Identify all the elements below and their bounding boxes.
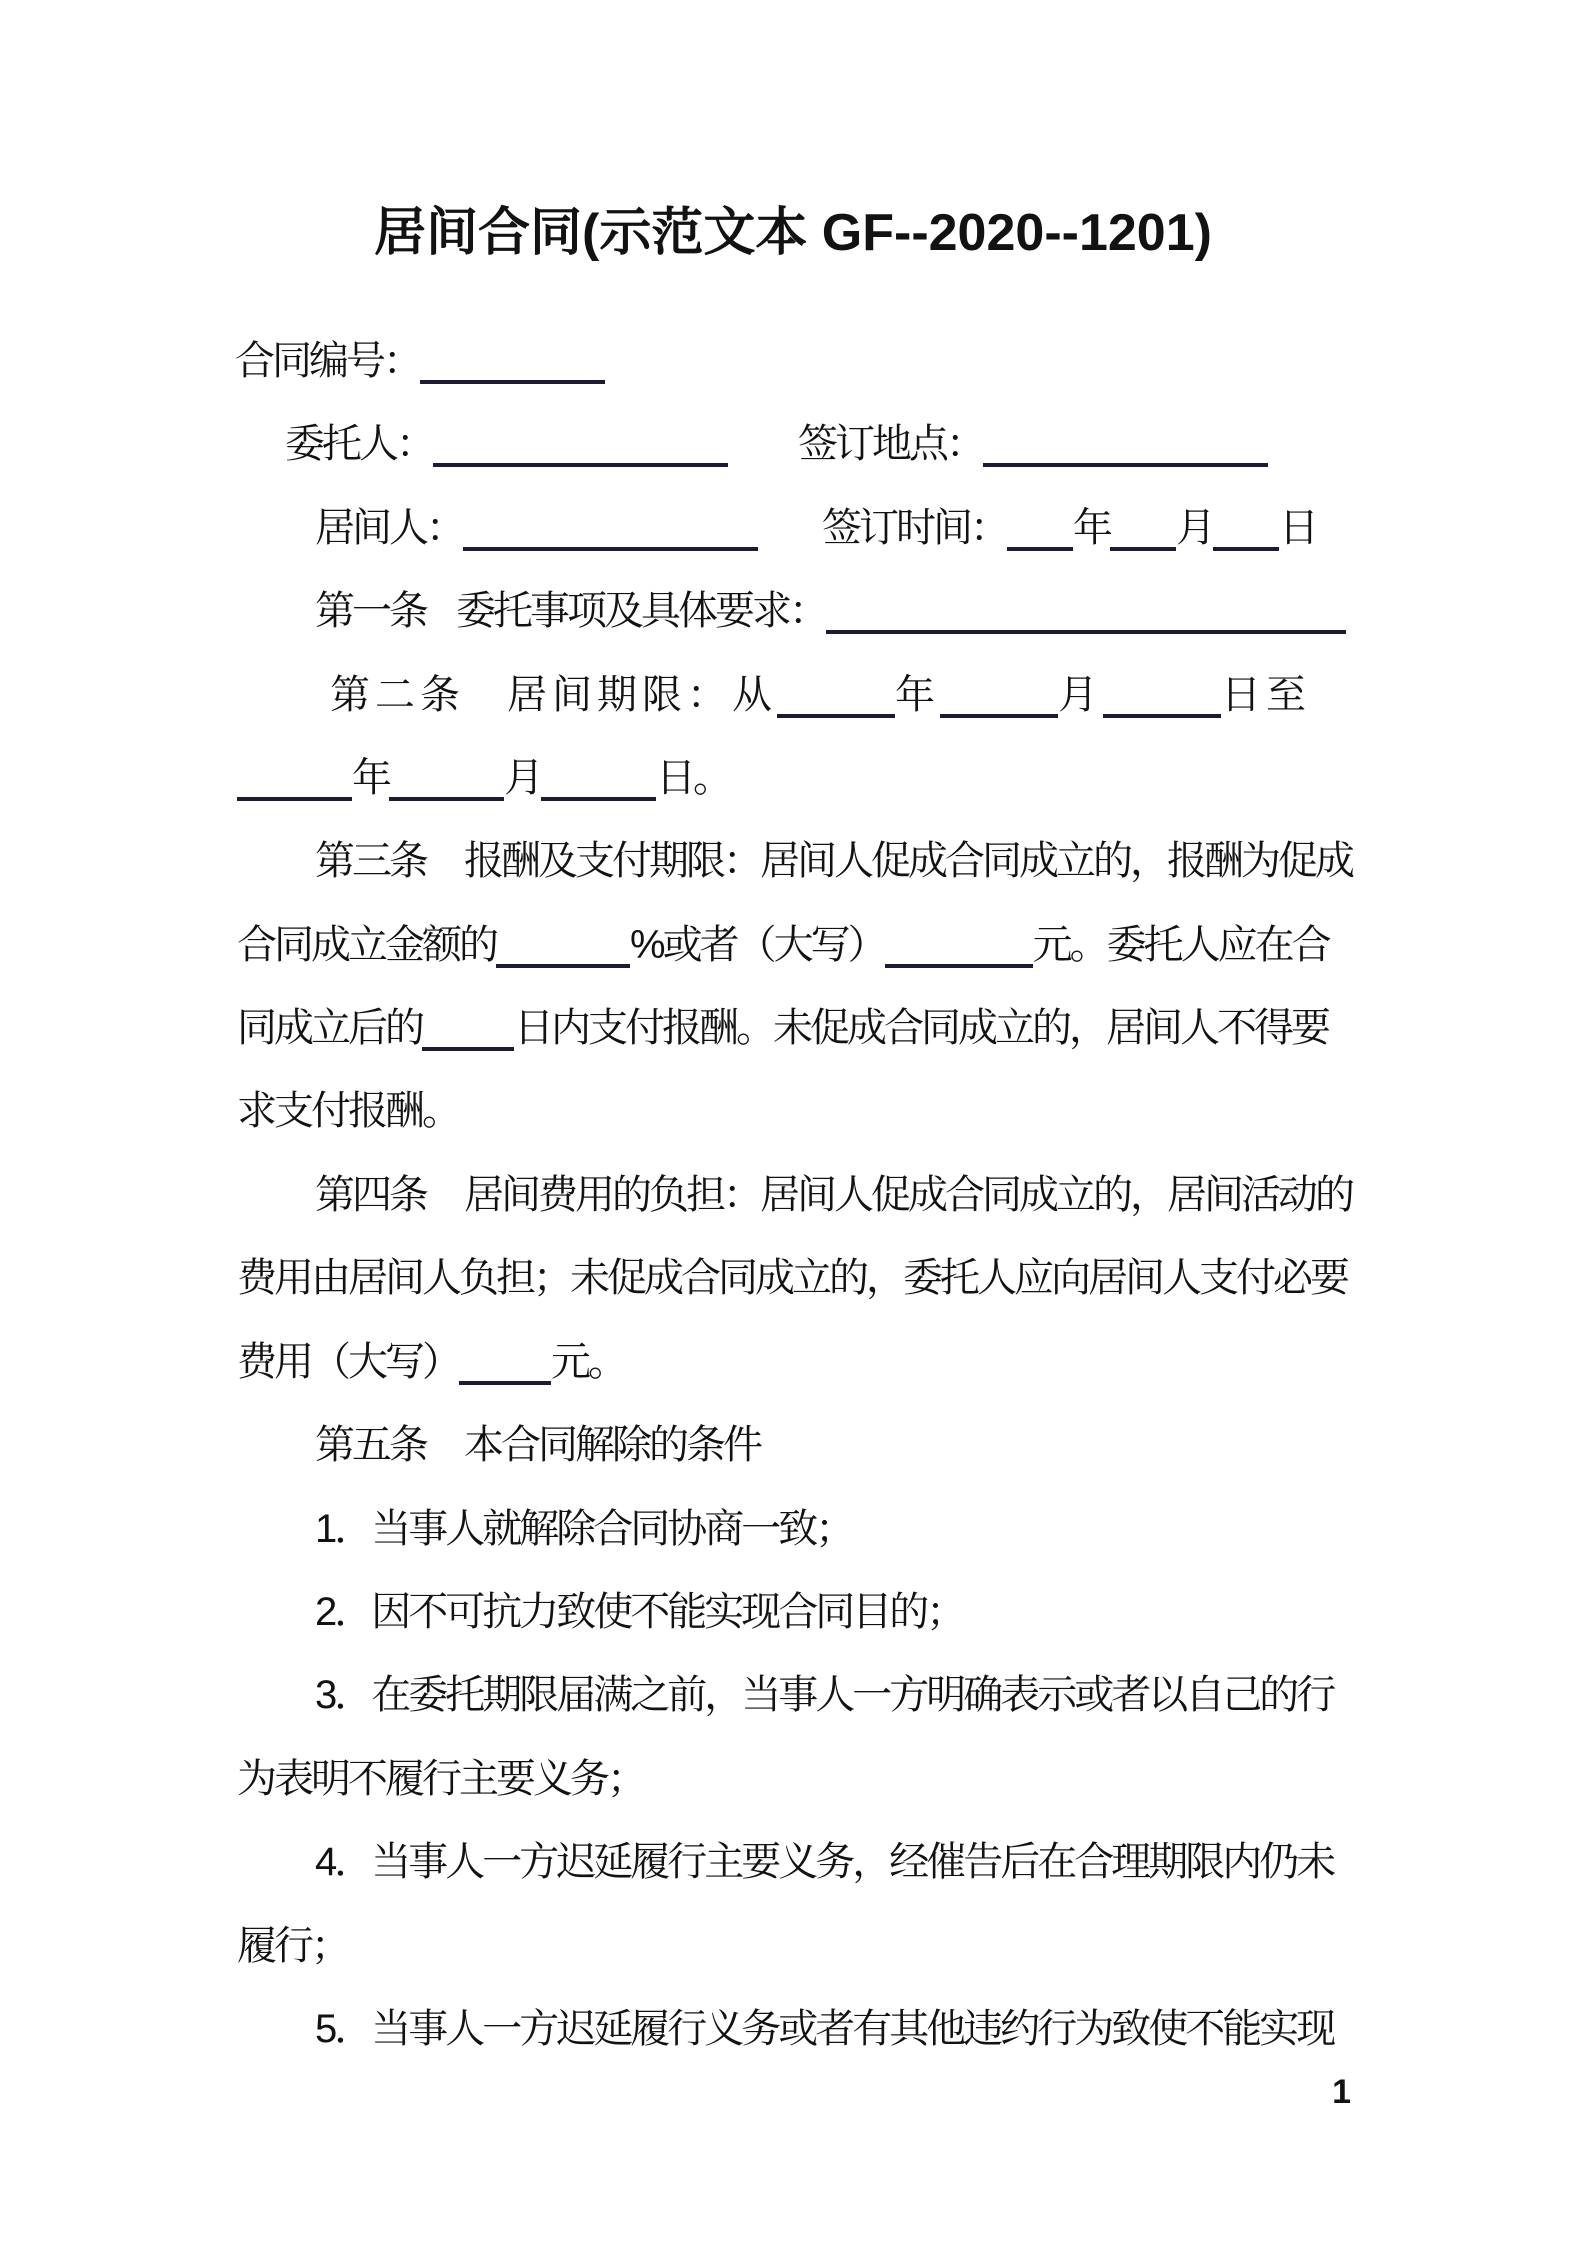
client-label: 委托人： (285, 422, 433, 466)
clause-2-text: 居间期限：从 (507, 673, 777, 717)
month-label: 月 (1176, 506, 1213, 550)
period-from-day-blank-field (1103, 680, 1221, 718)
clause-3-text: 报酬及支付期限：居间人促成合同成立的，报酬为促成 (464, 839, 1352, 883)
clause-1-title: 委托事项及具体要求： (456, 589, 826, 633)
spacer (426, 1448, 464, 1458)
clause-1-line (315, 581, 1346, 641)
period-from-year-blank-field (777, 680, 895, 718)
clause-3-number: 第三条 (315, 839, 426, 883)
sign-month-blank-field (1110, 513, 1176, 551)
clause-5-title: 本合同解除的条件 (464, 1423, 760, 1467)
month-label: 月 (504, 756, 541, 800)
amount-words-blank-field (885, 930, 1033, 968)
clause-5-item-2-text: 2．因不可抗力致使不能实现合同目的； (315, 1590, 964, 1634)
clause-3-continuation-line-2 (237, 998, 1328, 1058)
clause-5-item-3-continuation (237, 1749, 644, 1809)
clause-3-text-e: 日内支付报酬。未促成合同成立的，居间人不得要 (514, 1006, 1328, 1050)
spacer (758, 531, 822, 541)
clause-5-item-3-text-b: 为表明不履行主要义务； (237, 1757, 644, 1801)
day-end-label: 日。 (656, 756, 730, 800)
contract-number-label: 合同编号： (235, 339, 420, 383)
clause-1-number: 第一条 (315, 589, 426, 633)
clause-5-item-3 (315, 1665, 1333, 1725)
clause-5-item-2 (315, 1582, 963, 1642)
year-label: 年 (1073, 506, 1110, 550)
document-title: 居间合同(示范文本 GF--2020--1201) (374, 204, 1212, 262)
contract-number-blank-field (420, 346, 605, 384)
period-from-month-blank-field (940, 680, 1058, 718)
clause-4-continuation-line-1 (237, 1248, 1347, 1308)
clause-3-text-a: 合同成立金额的 (237, 923, 496, 967)
clause-4-number: 第四条 (315, 1173, 426, 1217)
clause-1-blank-field (826, 596, 1346, 634)
parties-line (285, 414, 1268, 474)
clause-5-item-4-text-b: 履行； (237, 1924, 348, 1968)
clause-2-continuation-line (237, 748, 730, 808)
clause-5-item-3-text: 3．在委托期限届满之前，当事人一方明确表示或者以自己的行 (315, 1673, 1334, 1717)
contract-number-line (235, 331, 605, 391)
clause-3-line (315, 831, 1352, 891)
clause-3-text-d: 同成立后的 (237, 1006, 422, 1050)
sign-year-blank-field (1007, 513, 1073, 551)
clause-4-text-b: 费用由居间人负担；未促成合同成立的，委托人应向居间人支付必要 (237, 1256, 1347, 1300)
spacer (426, 614, 456, 624)
spacer (465, 698, 507, 708)
days-blank-field (422, 1013, 514, 1051)
sign-place-label: 签订地点： (798, 422, 983, 466)
period-to-year-blank-field (237, 763, 352, 801)
clause-2-number: 第二条 (330, 673, 465, 717)
day-label: 日 (1279, 506, 1316, 550)
sign-place-blank-field (983, 429, 1268, 467)
clause-3-text-b: %或者（大写） (630, 923, 885, 967)
clause-5-item-4 (315, 1832, 1333, 1892)
clause-5-item-1 (315, 1499, 852, 1559)
broker-line (315, 498, 1316, 558)
client-blank-field (433, 429, 728, 467)
sign-day-blank-field (1213, 513, 1279, 551)
year-label: 年 (895, 673, 940, 717)
period-to-day-blank-field (541, 763, 656, 801)
spacer (728, 447, 798, 457)
clause-5-item-4-continuation (237, 1916, 348, 1976)
clause-4-continuation-line-2 (237, 1332, 625, 1392)
spacer (426, 1198, 464, 1208)
clause-3-text-f: 求支付报酬。 (237, 1089, 459, 1133)
fee-words-blank-field (459, 1347, 551, 1385)
clause-3-continuation-line-1 (237, 915, 1329, 975)
period-to-month-blank-field (389, 763, 504, 801)
clause-2-line (330, 665, 1311, 725)
broker-label: 居间人： (315, 506, 463, 550)
month-label: 月 (1058, 673, 1103, 717)
clause-5-item-5-text: 5．当事人一方迟延履行义务或者有其他违约行为致使不能实现 (315, 2007, 1334, 2051)
clause-5-item-1-text: 1．当事人就解除合同协商一致； (315, 1507, 853, 1551)
sign-time-label: 签订时间： (822, 506, 1007, 550)
spacer (426, 864, 464, 874)
day-to-label: 日至 (1221, 673, 1311, 717)
yuan-label: 元。 (551, 1340, 625, 1384)
page-number: 1 (1332, 2073, 1351, 2111)
clause-4-line (315, 1165, 1352, 1225)
clause-4-text: 居间费用的负担：居间人促成合同成立的，居间活动的 (464, 1173, 1352, 1217)
clause-5-item-5 (315, 1999, 1333, 2059)
percent-blank-field (496, 930, 630, 968)
fee-words-label: 费用（大写） (237, 1340, 459, 1384)
clause-5-item-4-text: 4．当事人一方迟延履行主要义务，经催告后在合理期限内仍未 (315, 1840, 1334, 1884)
clause-5-number: 第五条 (315, 1423, 426, 1467)
clause-5-line (315, 1415, 760, 1475)
clause-3-text-c: 元。委托人应在合 (1032, 923, 1329, 967)
broker-blank-field (463, 513, 758, 551)
clause-3-continuation-line-3 (237, 1081, 459, 1141)
year-label: 年 (352, 756, 389, 800)
